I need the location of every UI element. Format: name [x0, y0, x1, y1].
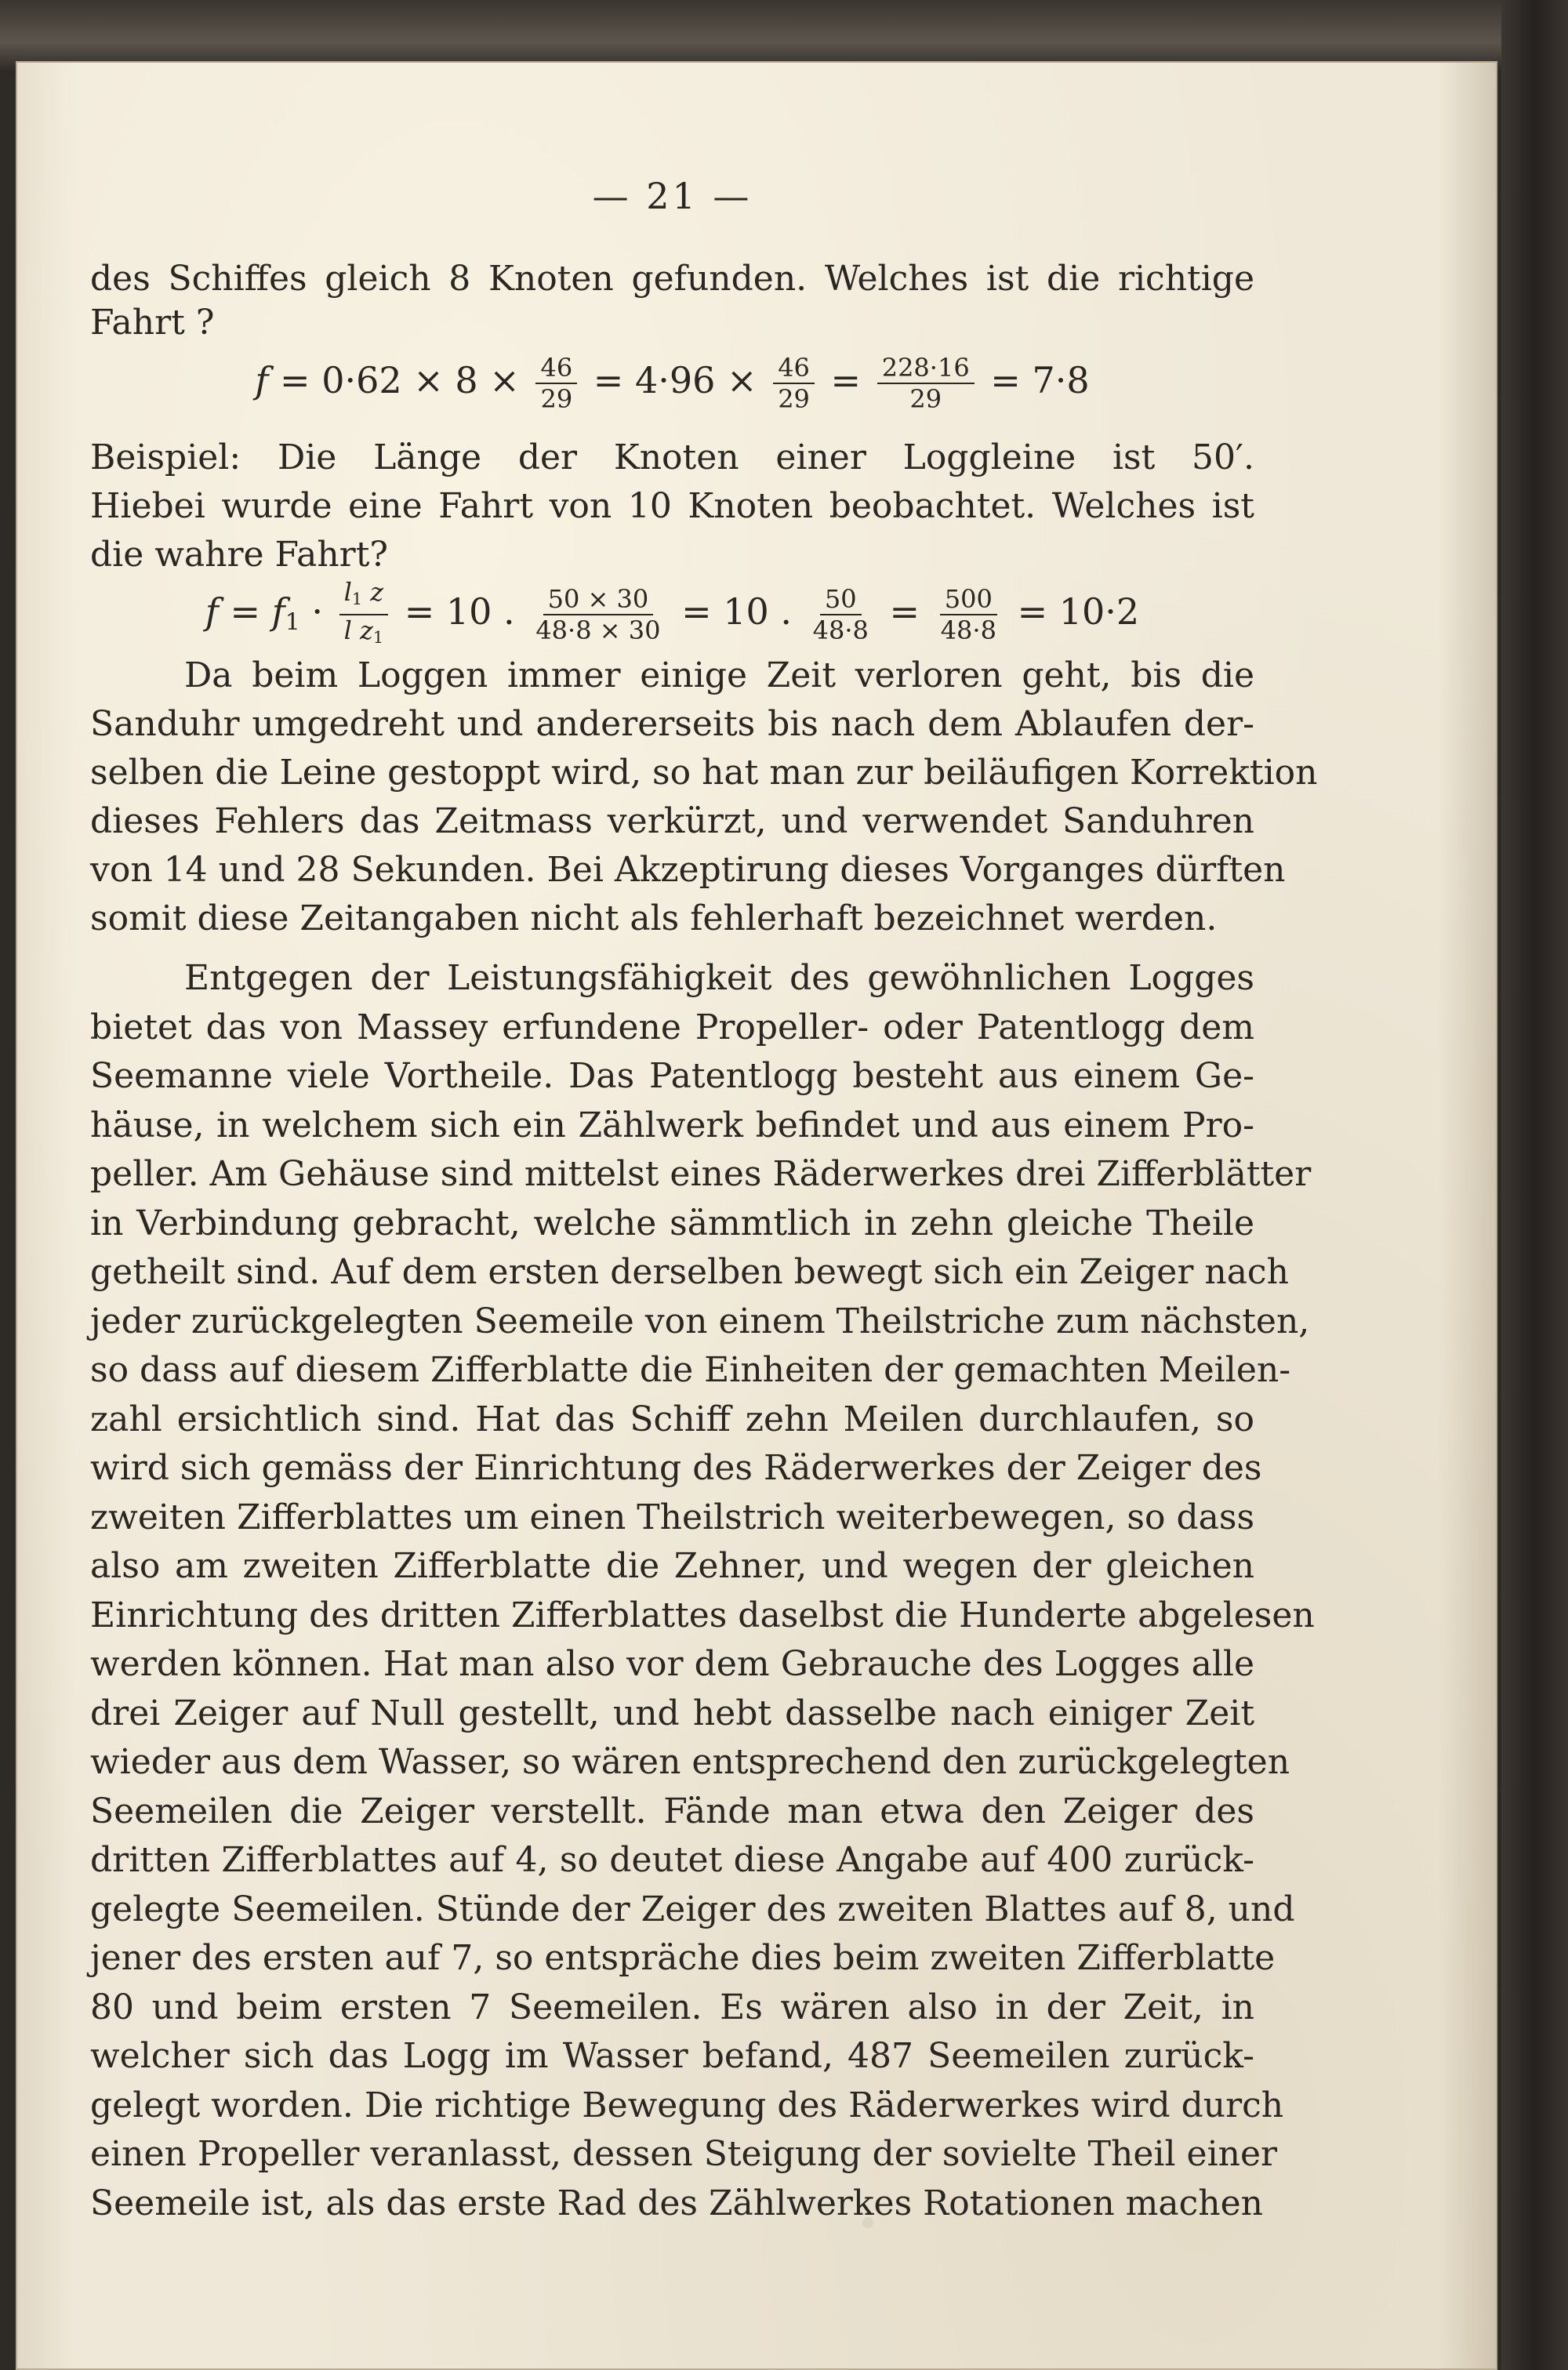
text-line: also am zweiten Zifferblatte die Zehner, und wegen der gleichen [90, 1546, 1254, 1586]
fraction-denominator: 29 [778, 384, 810, 414]
formula-subscript: 1 [372, 628, 384, 648]
fraction [535, 353, 577, 414]
fraction [531, 584, 665, 645]
text-line: Seemanne viele Vortheile. Das Patentlogg besteht aus einem Ge- [90, 1056, 1254, 1096]
text-line: zweiten Zifferblattes um einen Theilstrich weiterbewegen, so dass [90, 1497, 1255, 1537]
fraction-numerator: 50 [820, 584, 862, 615]
text-line: wird sich gemäss der Einrichtung des Räderwerkes der Zeiger des [90, 1448, 1262, 1488]
text-line: häuse, in welchem sich ein Zählwerk befindet und aus einem Pro- [90, 1105, 1254, 1145]
text-line: somit diese Zeitangaben nicht als fehlerhaft bezeichnet werden. [90, 898, 1218, 938]
formula-subscript: 1 [285, 608, 300, 637]
text-line: getheilt sind. Auf dem ersten derselben bewegt sich ein Zeiger nach [90, 1252, 1289, 1292]
fraction-numerator: 46 [773, 353, 815, 384]
fraction [773, 353, 815, 414]
formula-operator: = [830, 359, 862, 401]
fraction-denominator: 48·8 × 30 [535, 615, 661, 646]
text-line: dieses Fehlers das Zeitmass verkürzt, und verwendet Sanduhren [90, 801, 1254, 841]
formula-symbol: f [205, 590, 219, 633]
fraction-denominator: 29 [909, 384, 942, 414]
text-line: Da beim Loggen immer einige Zeit verloren geht, bis die [184, 655, 1254, 695]
text-line: 80 und beim ersten 7 Seemeilen. Es wären also in der Zeit, in [90, 1987, 1254, 2027]
text-line: Einrichtung des dritten Zifferblattes daselbst die Hunderte abgelesen [90, 1595, 1315, 1635]
fraction-denominator: 48·8 [812, 615, 869, 646]
formula-term: = 10 . [681, 590, 793, 633]
formula-symbol: l [343, 577, 352, 607]
formula-operator: = [280, 359, 310, 401]
paper-page [16, 61, 1497, 2370]
formula-result: = 7·8 [990, 359, 1090, 401]
text-line: Seemeile ist, als das erste Rad des Zählwerkes Rotationen machen [90, 2183, 1263, 2223]
text-line: dritten Zifferblattes auf 4, so deutet diese Angabe auf 400 zurück- [90, 1840, 1254, 1880]
formula-symbol: f [255, 359, 269, 401]
text-line: Seemeilen die Zeiger verstellt. Fände man etwa den Zeiger des [90, 1791, 1254, 1831]
text-line: des Schiffes gleich 8 Knoten gefunden. Welches ist die richtige [90, 259, 1254, 299]
text-line: Beispiel: Die Länge der Knoten einer Loggleine ist 50′. [90, 437, 1254, 477]
page-number: — 21 — [592, 175, 753, 217]
formula-term: = 4·96 × [593, 359, 757, 401]
formula-operator: = [889, 590, 920, 633]
formula-symbol: l z [343, 615, 373, 646]
fraction [339, 577, 389, 652]
text-line: jeder zurückgelegten Seemeile von einem Theilstriche zum nächsten, [90, 1301, 1310, 1341]
text-line: Entgegen der Leistungsfähigkeit des gewöhnlichen Logges [184, 958, 1254, 998]
text-line: einen Propeller veranlasst, dessen Steigung der sovielte Theil einer [90, 2134, 1278, 2174]
formula-fahrt [90, 353, 1254, 414]
fraction-numerator [339, 577, 389, 615]
fraction [936, 584, 1001, 645]
text-line: gelegt worden. Die richtige Bewegung des Räderwerkes wird durch [90, 2085, 1284, 2125]
formula-wahre-fahrt [90, 577, 1254, 652]
text-line: peller. Am Gehäuse sind mittelst eines Räderwerkes drei Zifferblätter [90, 1154, 1312, 1194]
text-line: zahl ersichtlich sind. Hat das Schiff zehn Meilen durchlaufen, so [90, 1399, 1254, 1439]
text-line: wieder aus dem Wasser, so wären entsprechend den zurückgelegten [90, 1742, 1290, 1782]
formula-term: 0·62 × 8 × [321, 359, 520, 401]
fraction-denominator: 48·8 [940, 615, 996, 646]
fraction-numerator: 46 [535, 353, 577, 384]
fraction-numerator: 228·16 [877, 353, 975, 384]
text-line: drei Zeiger auf Null gestellt, und hebt dasselbe nach einiger Zeit [90, 1693, 1254, 1733]
formula-result: = 10·2 [1017, 590, 1140, 633]
text-line: gelegte Seemeilen. Stünde der Zeiger des zweiten Blattes auf 8, und [90, 1889, 1295, 1929]
text-line: von 14 und 28 Sekunden. Bei Akzeptirung dieses Vorganges dürften [90, 850, 1286, 890]
fraction-numerator: 500 [940, 584, 997, 615]
text-line: bietet das von Massey erfundene Propeller- oder Patentlogg dem [90, 1007, 1254, 1047]
book-cover-top-edge [0, 0, 1568, 71]
fraction [808, 584, 873, 645]
text-line: die wahre Fahrt? [90, 535, 388, 575]
text-line: welcher sich das Logg im Wasser befand, 487 Seemeilen zurück- [90, 2036, 1254, 2076]
text-line: Hiebei wurde eine Fahrt von 10 Knoten beobachtet. Welches ist [90, 486, 1254, 526]
book-cover-right-edge [1501, 0, 1568, 2370]
text-line: so dass auf diesem Zifferblatte die Einheiten der gemachten Meilen- [90, 1350, 1291, 1390]
fraction [877, 353, 975, 414]
text-line: in Verbindung gebracht, welche sämmtlich in zehn gleiche Theile [90, 1203, 1254, 1243]
formula-symbol: f [271, 590, 285, 633]
formula-operator: · [299, 590, 335, 633]
formula-term: = 10 . [404, 590, 515, 633]
fraction-denominator [339, 615, 389, 652]
formula-symbol: z [362, 577, 384, 607]
text-line: selben die Leine gestoppt wird, so hat man zur beiläufigen Korrektion [90, 753, 1318, 793]
fraction-denominator: 29 [540, 384, 573, 414]
text-line: werden können. Hat man also vor dem Gebrauche des Logges alle [90, 1644, 1254, 1684]
formula-operator: = [230, 590, 261, 633]
fraction-numerator: 50 × 30 [543, 584, 654, 615]
text-line: jener des ersten auf 7, so entspräche dies beim zweiten Zifferblatte [90, 1938, 1276, 1978]
text-line: Fahrt ? [90, 303, 215, 343]
formula-subscript: 1 [351, 590, 363, 609]
text-line: Sanduhr umgedreht und andererseits bis nach dem Ablaufen der- [90, 704, 1254, 744]
